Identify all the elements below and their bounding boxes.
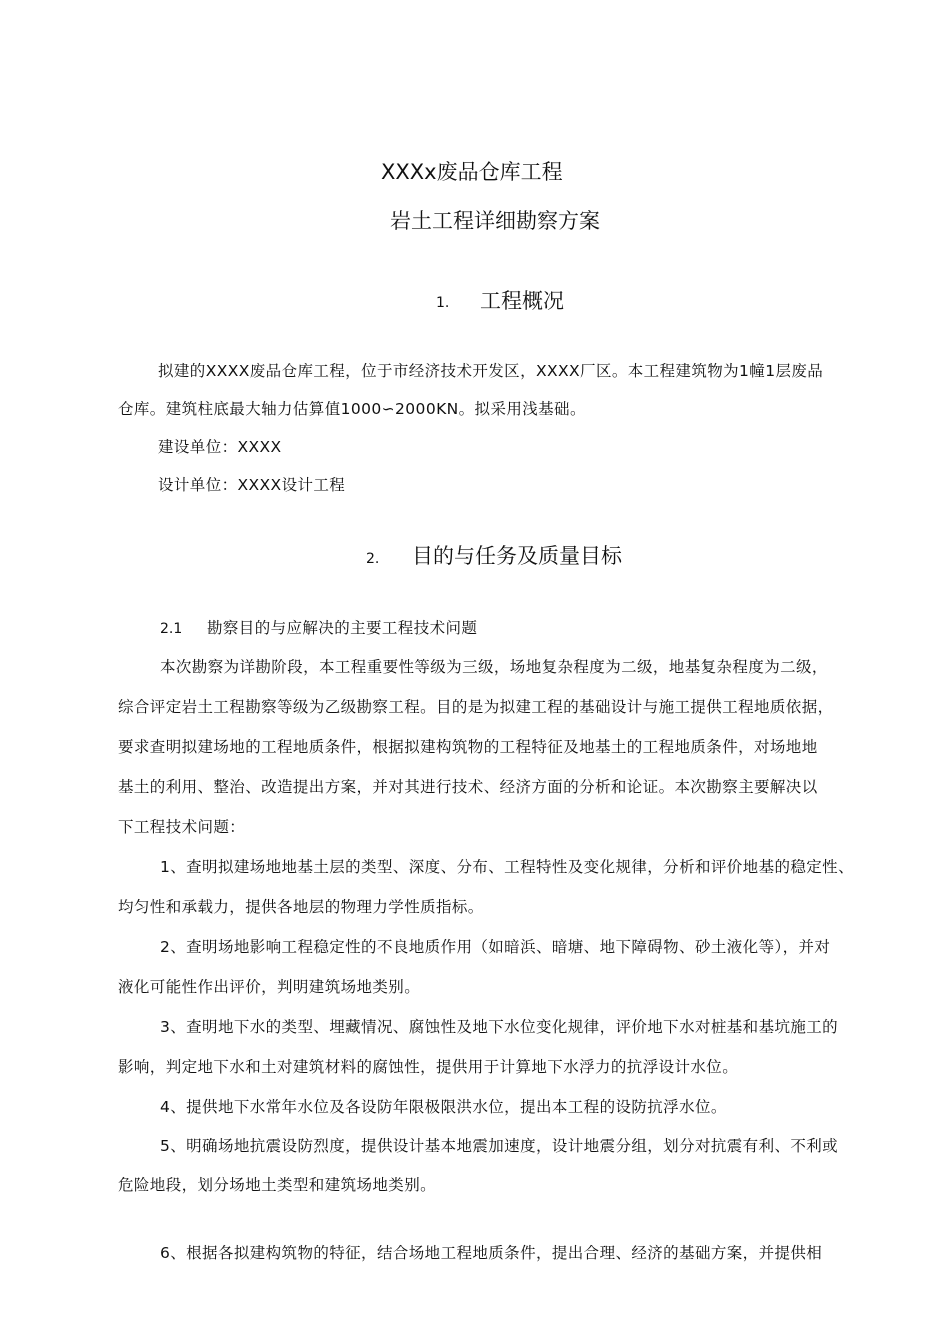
purpose-line-3: 要求查明拟建场地的工程地质条件，根据拟建构筑物的工程特征及地基土的工程地质条件，对场地地 <box>118 738 818 756</box>
list-item-5-line-2: 危险地段，划分场地土类型和建筑场地类别。 <box>118 1176 437 1194</box>
doc-title-plan: 岩土工程详细勘察方案 <box>390 209 600 233</box>
list-item-1-line-2: 均匀性和承载力，提供各地层的物理力学性质指标。 <box>118 898 484 916</box>
doc-title-project: XXXx废品仓库工程 <box>381 160 563 184</box>
list-item-2-line-2: 液化可能性作出评价，判明建筑场地类别。 <box>118 978 421 996</box>
design-unit: 设计单位：XXXX设计工程 <box>158 476 346 494</box>
section-1-number: 1. <box>436 295 450 311</box>
list-item-6-line-1: 6、根据各拟建构筑物的特征，结合场地工程地质条件，提出合理、经济的基础方案，并提供相 <box>160 1244 823 1262</box>
list-item-3-line-2: 影响，判定地下水和土对建筑材料的腐蚀性，提供用于计算地下水浮力的抗浮设计水位。 <box>118 1058 739 1076</box>
overview-line-1: 拟建的XXXX废品仓库工程，位于市经济技术开发区，XXXX厂区。本工程建筑物为1幢1层废品 <box>158 362 824 380</box>
section-2-1-number: 2.1 <box>160 621 183 637</box>
purpose-line-5: 下工程技术问题： <box>118 818 246 836</box>
section-1-heading: 工程概况 <box>480 289 564 313</box>
list-item-3-line-1: 3、查明地下水的类型、埋藏情况、腐蚀性及地下水位变化规律，评价地下水对桩基和基坑施工的 <box>160 1018 839 1036</box>
list-item-2-line-1: 2、查明场地影响工程稳定性的不良地质作用（如暗浜、暗塘、地下障碍物、砂土液化等），并对 <box>160 938 831 956</box>
list-item-5-line-1: 5、明确场地抗震设防烈度，提供设计基本地震加速度，设计地震分组，划分对抗震有利、不利或 <box>160 1137 839 1155</box>
builder-unit: 建设单位：XXXX <box>158 438 282 456</box>
section-2-1-heading: 勘察目的与应解决的主要工程技术问题 <box>207 619 478 637</box>
section-2-number: 2. <box>366 551 380 567</box>
overview-line-2: 仓库。建筑柱底最大轴力估算值1000∽2000KN。拟采用浅基础。 <box>118 400 586 418</box>
list-item-4-line-1: 4、提供地下水常年水位及各设防年限极限洪水位，提出本工程的设防抗浮水位。 <box>160 1098 727 1116</box>
list-item-1-line-1: 1、查明拟建场地地基土层的类型、深度、分布、工程特性及变化规律，分析和评价地基的稳定性、 <box>160 858 854 876</box>
purpose-line-4: 基土的利用、整治、改造提出方案，并对其进行技术、经济方面的分析和论证。本次勘察主要解决以 <box>118 778 818 796</box>
purpose-line-1: 本次勘察为详勘阶段，本工程重要性等级为三级，场地复杂程度为二级，地基复杂程度为二级， <box>160 658 828 676</box>
section-2-heading: 目的与任务及质量目标 <box>412 544 622 568</box>
purpose-line-2: 综合评定岩土工程勘察等级为乙级勘察工程。目的是为拟建工程的基础设计与施工提供工程地质依据， <box>118 698 834 716</box>
